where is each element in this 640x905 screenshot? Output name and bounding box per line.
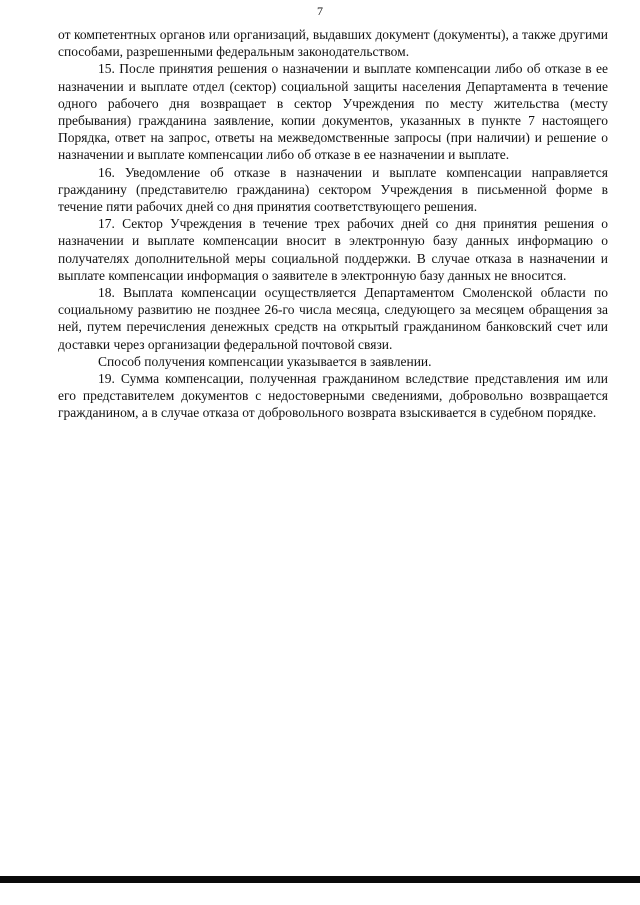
paragraph-16: 16. Уведомление об отказе в назначении и выплате компенсации направляется гражданину (представителю гражданина) сектором Учреждения в письменной форме в течение пяти рабочих дней со дня принятия соответствующего решения. — [58, 164, 608, 215]
paragraph-18: 18. Выплата компенсации осуществляется Департаментом Смоленской области по социальному развитию не позднее 26-го числа месяца, следующего за месяцем обращения за ней, путем перечисления денежных средств на открытый гражданином банковский счет или доставки через организации федеральной почтовой связи. — [58, 285, 608, 352]
document-body — [58, 26, 608, 422]
paragraph-15: 15. После принятия решения о назначении и выплате компенсации либо об отказе в ее назначении и выплате отдел (сектор) социальной защиты населения Департамента в течение одного рабочего дня возвращает в сектор Учреждения по месту жительства (месту пребывания) гражданина заявление, копии документов, указанных в пункте 7 настоящего Порядка, ответ на запрос, ответы на межведомственные запросы (при наличии) и решение о назначении и выплате компенсации либо об отказе в ее назначении и выплате. — [58, 61, 608, 163]
paragraph-payment-method: Способ получения компенсации указывается в заявлении. — [98, 353, 432, 369]
paragraph-19: 19. Сумма компенсации, полученная гражданином вследствие представления им или его представителем документов с недостоверными сведениями, добровольно возвращается гражданином, а в случае отказа от добровольного возврата взыскивается в судебном порядке. — [58, 371, 608, 421]
page-number: 7 — [317, 4, 323, 18]
paragraph-continuation: от компетентных органов или организаций, выдавших документ (документы), а также другими способами, разрешенными федеральным законодательством. — [58, 27, 608, 60]
paragraph-17: 17. Сектор Учреждения в течение трех рабочих дней со дня принятия решения о назначении и выплате компенсации вносит в электронную базу данных информацию о получателях дополнительной меры социальной поддержки. В случае отказа в назначении и выплате компенсации информация о заявителе в электронную базу данных не вносится. — [58, 216, 608, 283]
scan-edge-bar — [0, 876, 640, 883]
